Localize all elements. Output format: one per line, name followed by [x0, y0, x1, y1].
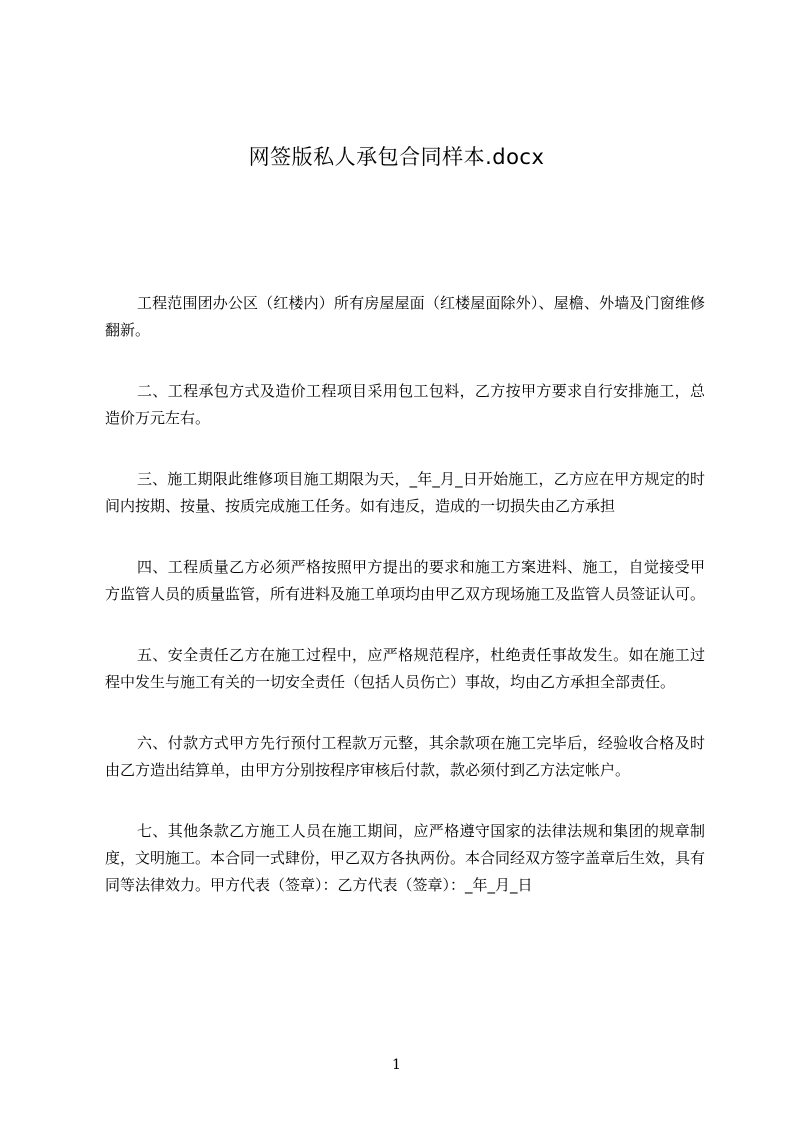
paragraph-quality: 四、工程质量乙方必须严格按照甲方提出的要求和施工方案进料、施工，自觉接受甲方监管人员的质量监管，所有进料及施工单项均由甲乙双方现场施工及监管人员签证认可。	[105, 558, 706, 603]
paragraph-other-terms: 七、其他条款乙方施工人员在施工期间，应严格遵守国家的法律法规和集团的规章制度，文明施工。本合同一式肆份，甲乙双方各执两份。本合同经双方签字盖章后生效，具有同等法律效力。甲方代表（签章）：乙方代表（签章）：_年_月_日	[105, 822, 706, 894]
paragraph-scope: 工程范围团办公区（红楼内）所有房屋屋面（红楼屋面除外）、屋檐、外墙及门窗维修翻新。	[105, 294, 705, 339]
paragraph-construction-period: 三、施工期限此维修项目施工期限为天，_年_月_日开始施工，乙方应在甲方规定的时间内按期、按量、按质完成施工任务。如有违反，造成的一切损失由乙方承担	[105, 470, 705, 515]
document-body	[105, 290, 705, 933]
paragraph-contract-method: 二、工程承包方式及造价工程项目采用包工包料，乙方按甲方要求自行安排施工，总造价万元左右。	[105, 382, 705, 427]
paragraph-safety: 五、安全责任乙方在施工过程中，应严格规范程序，杜绝责任事故发生。如在施工过程中发生与施工有关的一切安全责任（包括人员伤亡）事故，均由乙方承担全部责任。	[105, 646, 705, 691]
page-number: 1	[392, 1057, 401, 1073]
paragraph-payment: 六、付款方式甲方先行预付工程款万元整，其余款项在施工完毕后，经验收合格及时由乙方造出结算单，由甲方分别按程序审核后付款，款必须付到乙方法定帐户。	[105, 734, 705, 779]
document-title: 网签版私人承包合同样本.docx	[248, 145, 545, 169]
